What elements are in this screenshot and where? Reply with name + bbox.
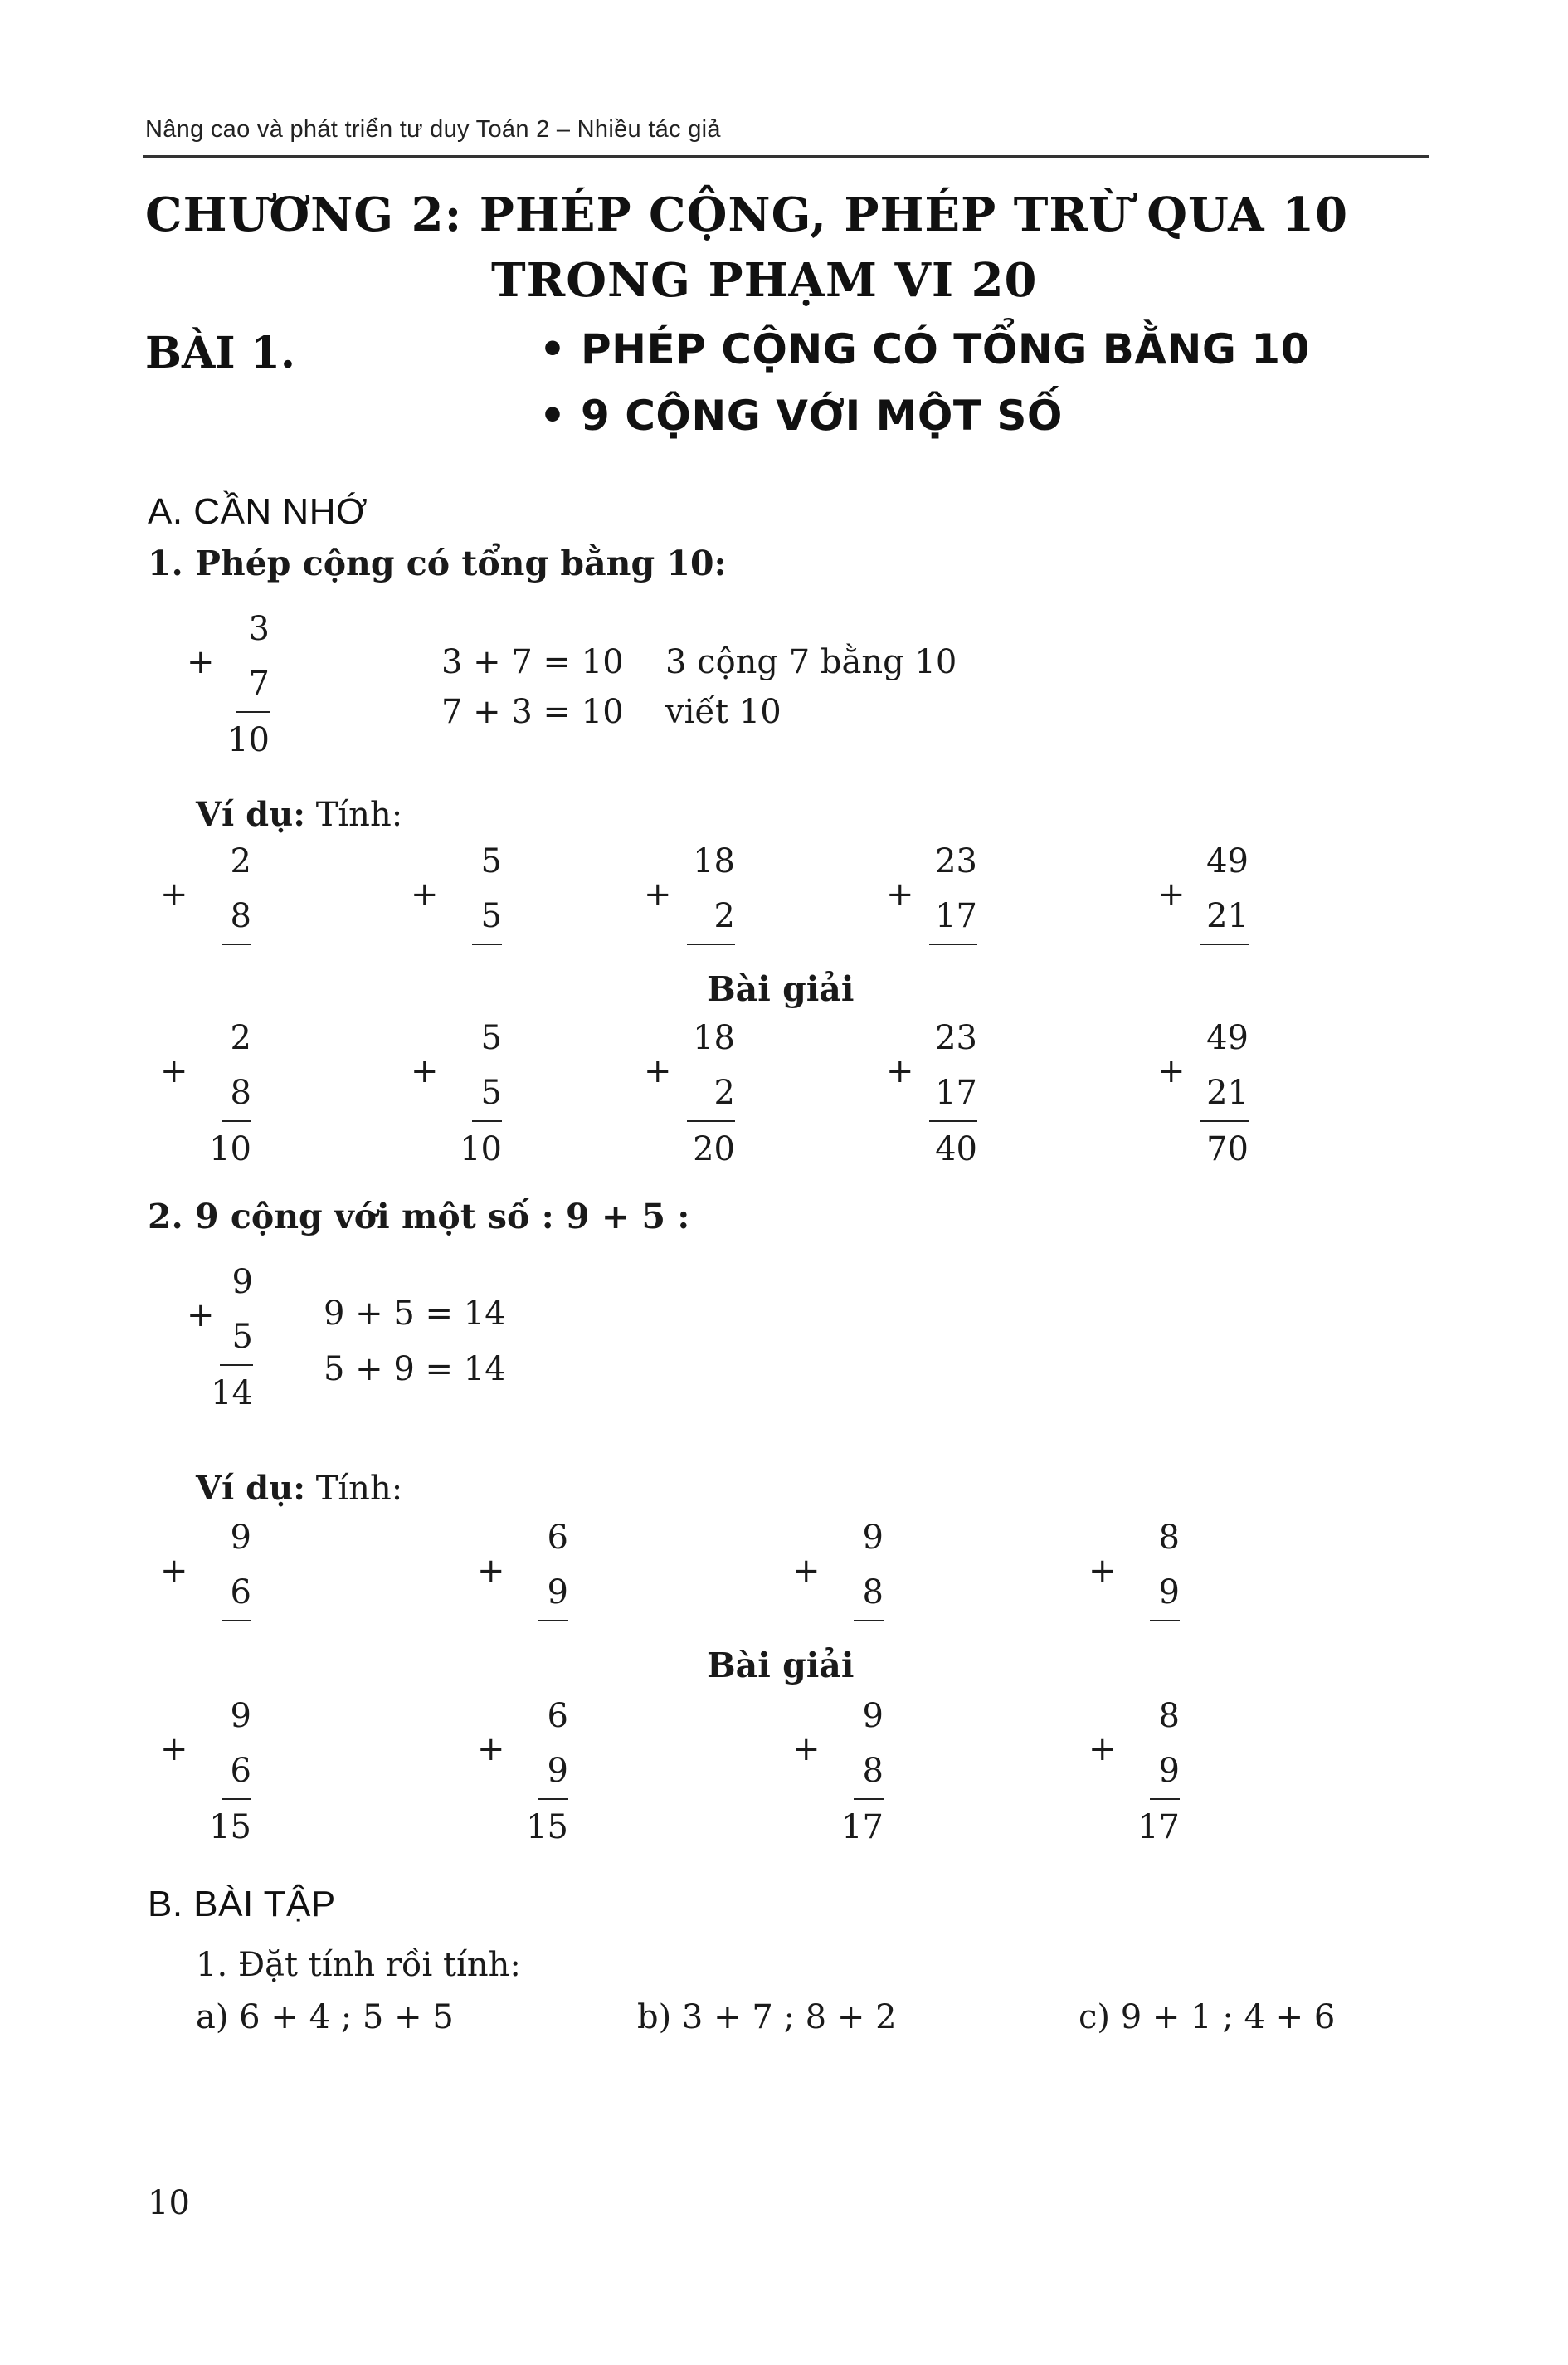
lesson-label: BÀI 1. bbox=[145, 328, 296, 378]
plus-sign: + bbox=[160, 1552, 188, 1590]
part1-solution-addition-5 bbox=[1157, 1019, 1249, 1185]
part2-model-addition: + 9 5 14 bbox=[187, 1263, 253, 1412]
part2-solution-addition-2 bbox=[477, 1697, 568, 1863]
part1-example-addition-5 bbox=[1157, 842, 1249, 1008]
part2-solution-label: Bài giải bbox=[707, 1646, 855, 1685]
addend-2: 8 bbox=[230, 1074, 251, 1112]
addend-1: 49 bbox=[1206, 1019, 1249, 1057]
plus-sign: + bbox=[187, 643, 215, 681]
sum-bar bbox=[222, 1620, 251, 1621]
addend-1: 49 bbox=[1206, 842, 1249, 880]
addend-2: 21 bbox=[1206, 1074, 1249, 1112]
addend-1: 18 bbox=[693, 1019, 735, 1057]
sum-bar bbox=[854, 1798, 884, 1800]
addend-2: 2 bbox=[713, 897, 735, 935]
addend-2: 9 bbox=[547, 1573, 568, 1612]
sum: 17 bbox=[1137, 1808, 1180, 1846]
plus-sign: + bbox=[886, 875, 914, 914]
page-number: 10 bbox=[148, 2184, 190, 2222]
addend-1: 23 bbox=[935, 1019, 977, 1057]
part2-example-addition-2 bbox=[477, 1519, 568, 1685]
part2-solution-addition-3 bbox=[792, 1697, 884, 1863]
sum-bar bbox=[929, 1120, 977, 1122]
addend-1: 23 bbox=[935, 842, 977, 880]
plus-sign: + bbox=[1157, 875, 1186, 914]
addend-2: 9 bbox=[1158, 1752, 1180, 1790]
sum: 15 bbox=[209, 1808, 251, 1846]
addend-1: 8 bbox=[1158, 1519, 1180, 1557]
part1-note2: viết 10 bbox=[665, 693, 782, 731]
sum-bar bbox=[1150, 1620, 1180, 1621]
bullet-icon: • bbox=[539, 325, 567, 373]
plus-sign: + bbox=[1157, 1052, 1186, 1090]
addend-2: 5 bbox=[480, 897, 502, 935]
plus-sign: + bbox=[160, 1052, 188, 1090]
part1-example-addition-2 bbox=[411, 842, 502, 1008]
part1-example-label: Ví dụ: Tính: bbox=[196, 795, 403, 834]
addend-2: 6 bbox=[230, 1573, 251, 1612]
sum-bar bbox=[222, 1120, 251, 1122]
addend-1: 2 bbox=[230, 1019, 251, 1057]
addend-1: 9 bbox=[862, 1697, 884, 1735]
sum: 17 bbox=[841, 1808, 884, 1846]
plus-sign: + bbox=[792, 1552, 821, 1590]
sum-bar bbox=[472, 944, 502, 945]
part2-example-addition-4 bbox=[1088, 1519, 1180, 1685]
part1-heading: 1. Phép cộng có tổng bằng 10: bbox=[148, 544, 727, 583]
sum: 10 bbox=[460, 1130, 502, 1168]
sum-bar bbox=[222, 944, 251, 945]
q1-item-b: b) 3 + 7 ; 8 + 2 bbox=[637, 1998, 897, 2036]
addend-1: 5 bbox=[480, 1019, 502, 1057]
addend-2: 5 bbox=[480, 1074, 502, 1112]
sum-bar bbox=[538, 1620, 568, 1621]
sum: 10 bbox=[209, 1130, 251, 1168]
addend-2: 9 bbox=[1158, 1573, 1180, 1612]
addend-1: 9 bbox=[862, 1519, 884, 1557]
plus-sign: + bbox=[1088, 1552, 1117, 1590]
part1-eq1: 3 + 7 = 10 bbox=[441, 643, 624, 681]
sum-bar bbox=[472, 1120, 502, 1122]
running-header: Nâng cao và phát triển tư duy Toán 2 – Nhiều tác giả bbox=[145, 116, 721, 143]
part1-example-addition-1 bbox=[160, 842, 251, 1008]
addend-2: 21 bbox=[1206, 897, 1249, 935]
sum-bar bbox=[854, 1620, 884, 1621]
addend-2: 6 bbox=[230, 1752, 251, 1790]
plus-sign: + bbox=[644, 1052, 672, 1090]
part2-solution-addition-1 bbox=[160, 1697, 251, 1863]
addend-2: 8 bbox=[862, 1752, 884, 1790]
bullet-icon: • bbox=[539, 392, 567, 440]
addend-2: 8 bbox=[230, 897, 251, 935]
sum: 20 bbox=[693, 1130, 735, 1168]
sum-bar bbox=[1200, 1120, 1249, 1122]
part2-solution-addition-4 bbox=[1088, 1697, 1180, 1863]
part2-eq2: 5 + 9 = 14 bbox=[324, 1350, 506, 1388]
addend-1: 6 bbox=[547, 1697, 568, 1735]
header-rule bbox=[143, 155, 1429, 158]
part2-heading: 2. 9 cộng với một số : 9 + 5 : bbox=[148, 1197, 690, 1236]
part2-example-addition-1 bbox=[160, 1519, 251, 1685]
sum: 70 bbox=[1206, 1130, 1249, 1168]
sum-bar bbox=[1200, 944, 1249, 945]
part1-model-addition: + 3 7 10 bbox=[187, 610, 270, 759]
plus-sign: + bbox=[1088, 1730, 1117, 1768]
sum: 15 bbox=[526, 1808, 568, 1846]
part1-note1: 3 cộng 7 bằng 10 bbox=[665, 643, 957, 681]
part1-solution-addition-2 bbox=[411, 1019, 502, 1185]
plus-sign: + bbox=[886, 1052, 914, 1090]
addend-1: 5 bbox=[480, 842, 502, 880]
plus-sign: + bbox=[187, 1296, 215, 1334]
addend-2: 17 bbox=[935, 897, 977, 935]
section-a-title: A. CẦN NHỚ bbox=[148, 491, 368, 532]
part2-example-label: Ví dụ: Tính: bbox=[196, 1469, 403, 1508]
addend-2: 2 bbox=[713, 1074, 735, 1112]
sum-bar bbox=[222, 1798, 251, 1800]
part1-solution-addition-1 bbox=[160, 1019, 251, 1185]
sum: 40 bbox=[935, 1130, 977, 1168]
lesson-topic-2: • 9 CỘNG VỚI MỘT SỐ bbox=[539, 392, 1063, 440]
addend-1: 9 bbox=[230, 1519, 251, 1557]
part1-example-addition-4 bbox=[886, 842, 977, 1008]
addend-1: 9 bbox=[230, 1697, 251, 1735]
sum-bar bbox=[687, 1120, 735, 1122]
lesson-topic-1: • PHÉP CỘNG CÓ TỔNG BẰNG 10 bbox=[539, 325, 1310, 373]
chapter-title-line1: CHƯƠNG 2: PHÉP CỘNG, PHÉP TRỪ QUA 10 bbox=[145, 188, 1349, 242]
addend-2: 9 bbox=[547, 1752, 568, 1790]
sum-bar bbox=[538, 1798, 568, 1800]
q1-item-c: c) 9 + 1 ; 4 + 6 bbox=[1079, 1998, 1336, 2036]
addend-1: 18 bbox=[693, 842, 735, 880]
plus-sign: + bbox=[411, 875, 439, 914]
part1-solution-label: Bài giải bbox=[707, 969, 855, 1009]
sum-bar bbox=[929, 944, 977, 945]
addend-2: 17 bbox=[935, 1074, 977, 1112]
q1-item-a: a) 6 + 4 ; 5 + 5 bbox=[196, 1998, 454, 2036]
plus-sign: + bbox=[477, 1552, 505, 1590]
part2-eq1: 9 + 5 = 14 bbox=[324, 1295, 506, 1333]
sum-bar bbox=[1150, 1798, 1180, 1800]
q1-heading: 1. Đặt tính rồi tính: bbox=[196, 1946, 521, 1984]
plus-sign: + bbox=[411, 1052, 439, 1090]
addend-2: 8 bbox=[862, 1573, 884, 1612]
plus-sign: + bbox=[160, 875, 188, 914]
addend-1: 8 bbox=[1158, 1697, 1180, 1735]
addend-1: 6 bbox=[547, 1519, 568, 1557]
part1-solution-addition-4 bbox=[886, 1019, 977, 1185]
plus-sign: + bbox=[644, 875, 672, 914]
addend-1: 2 bbox=[230, 842, 251, 880]
plus-sign: + bbox=[792, 1730, 821, 1768]
plus-sign: + bbox=[477, 1730, 505, 1768]
sum-bar bbox=[687, 944, 735, 945]
section-b-title: B. BÀI TẬP bbox=[148, 1884, 336, 1924]
part1-eq2: 7 + 3 = 10 bbox=[441, 693, 624, 731]
part1-solution-addition-3 bbox=[644, 1019, 735, 1185]
plus-sign: + bbox=[160, 1730, 188, 1768]
chapter-title-line2: TRONG PHẠM VI 20 bbox=[491, 253, 1038, 308]
